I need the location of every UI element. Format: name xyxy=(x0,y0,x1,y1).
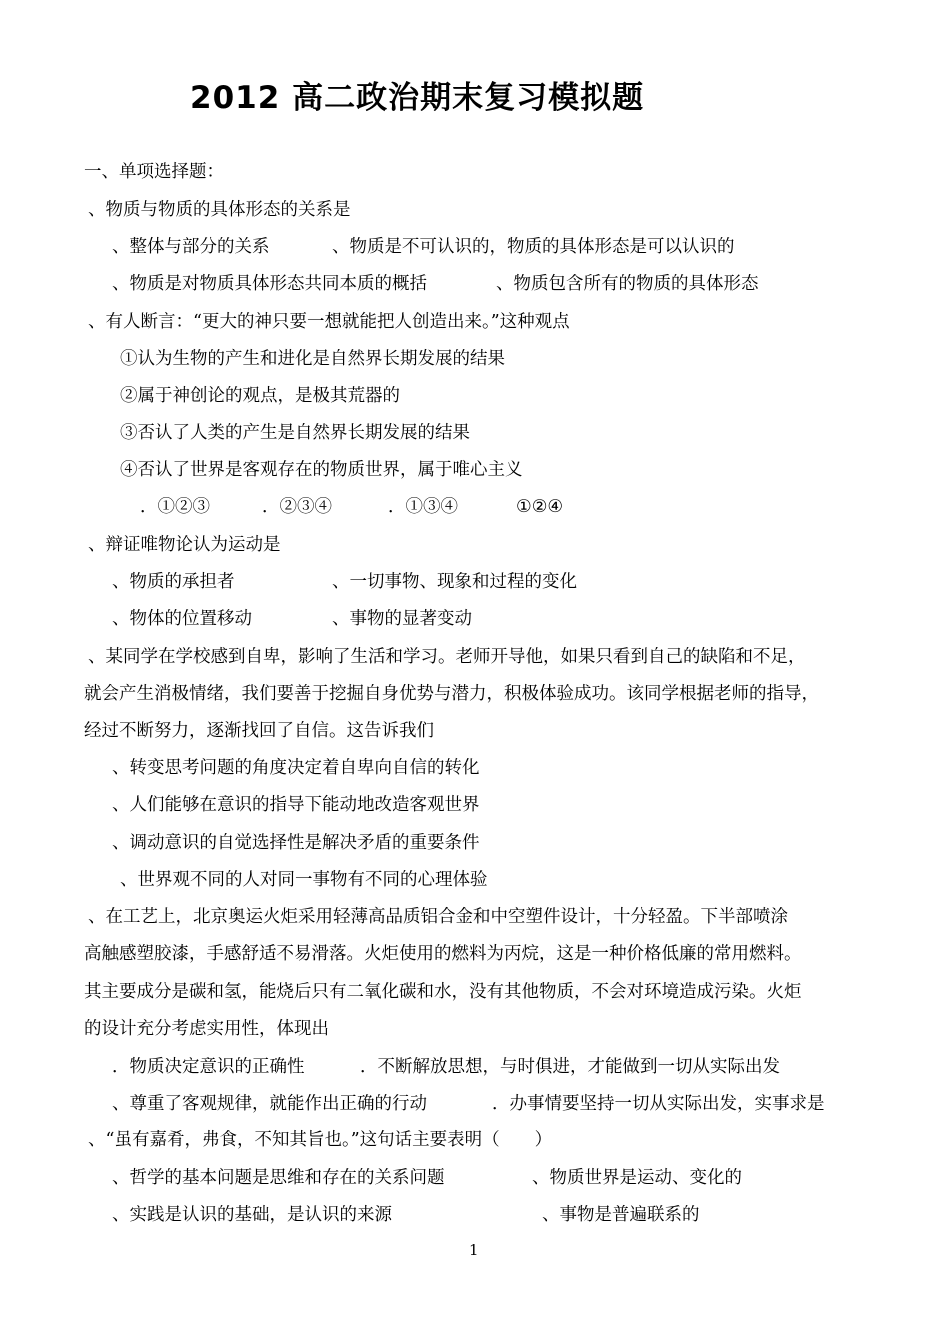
question-5-stem-line-1: 、在工艺上，北京奥运火炬采用轻薄高品质铝合金和中空塑件设计，十分轻盈。下半部喷涂 xyxy=(88,907,788,927)
question-2-stem: 、有人断言：“更大的神只要一想就能把人创造出来。”这种观点 xyxy=(88,312,570,332)
question-3-stem: 、辩证唯物论认为运动是 xyxy=(88,535,281,555)
question-2-option-a: ．①②③ xyxy=(140,497,210,517)
question-4-option-c: 、调动意识的自觉选择性是解决矛盾的重要条件 xyxy=(112,833,480,853)
question-3-option-a: 、物质的承担者 xyxy=(112,572,235,592)
question-1-option-c: 、物质是对物质具体形态共同本质的概括 xyxy=(112,274,427,294)
question-4-stem-line-3: 经过不断努力，逐渐找回了自信。这告诉我们 xyxy=(84,721,434,741)
question-5-option-c: 、尊重了客观规律，就能作出正确的行动 xyxy=(112,1094,427,1114)
page-number: 1 xyxy=(469,1241,479,1259)
question-5-option-d: ．办事情要坚持一切从实际出发，实事求是 xyxy=(492,1094,825,1114)
question-6-stem: 、“虽有嘉肴，弗食，不知其旨也。”这句话主要表明（ ） xyxy=(88,1130,553,1150)
question-2-option-b: ．②③④ xyxy=(262,497,332,517)
question-2-statement-4: ④否认了世界是客观存在的物质世界，属于唯心主义 xyxy=(120,460,523,480)
question-6-option-b: 、物质世界是运动、变化的 xyxy=(532,1168,742,1188)
question-1-stem: 、物质与物质的具体形态的关系是 xyxy=(88,200,351,220)
question-6-option-d: 、事物是普遍联系的 xyxy=(542,1205,700,1225)
question-6-option-c: 、实践是认识的基础，是认识的来源 xyxy=(112,1205,392,1225)
question-5-stem-line-3: 其主要成分是碳和氢，能烧后只有二氧化碳和水，没有其他物质，不会对环境造成污染。火炬 xyxy=(84,982,802,1002)
question-5-stem-line-4: 的设计充分考虑实用性，体现出 xyxy=(84,1019,329,1039)
question-2-statement-2: ②属于神创论的观点，是极其荒器的 xyxy=(120,386,400,406)
question-3-option-d: 、事物的显著变动 xyxy=(332,609,472,629)
question-4-option-a: 、转变思考问题的角度决定着自卑向自信的转化 xyxy=(112,758,480,778)
question-4-option-b: 、人们能够在意识的指导下能动地改造客观世界 xyxy=(112,795,480,815)
page-title: 2012 高二政治期末复习模拟题 xyxy=(190,80,645,116)
question-5-option-b: ．不断解放思想，与时俱进，才能做到一切从实际出发 xyxy=(360,1057,780,1077)
question-4-stem-line-2: 就会产生消极情绪，我们要善于挖掘自身优势与潜力，积极体验成功。该同学根据老师的指导， xyxy=(84,684,819,704)
question-5-stem-line-2: 高触感塑胶漆，手感舒适不易滑落。火炬使用的燃料为丙烷，这是一种价格低廉的常用燃料。 xyxy=(84,944,802,964)
question-1-option-a: 、整体与部分的关系 xyxy=(112,237,270,257)
question-4-stem-line-1: 、某同学在学校感到自卑，影响了生活和学习。老师开导他，如果只看到自己的缺陷和不足， xyxy=(88,647,806,667)
question-2-option-c: ．①③④ xyxy=(388,497,458,517)
question-4-option-d: 、世界观不同的人对同一事物有不同的心理体验 xyxy=(120,870,488,890)
section-heading: 一、单项选择题： xyxy=(84,162,224,182)
question-1-option-d: 、物质包含所有的物质的具体形态 xyxy=(496,274,759,294)
question-3-option-c: 、物体的位置移动 xyxy=(112,609,252,629)
question-5-option-a: ．物质决定意识的正确性 xyxy=(112,1057,305,1077)
question-1-option-b: 、物质是不可认识的，物质的具体形态是可以认识的 xyxy=(332,237,735,257)
question-6-option-a: 、哲学的基本问题是思维和存在的关系问题 xyxy=(112,1168,445,1188)
question-3-option-b: 、一切事物、现象和过程的变化 xyxy=(332,572,577,592)
question-2-statement-3: ③否认了人类的产生是自然界长期发展的结果 xyxy=(120,423,470,443)
question-2-option-d: ①②④ xyxy=(516,497,564,517)
question-2-statement-1: ①认为生物的产生和进化是自然界长期发展的结果 xyxy=(120,349,505,369)
